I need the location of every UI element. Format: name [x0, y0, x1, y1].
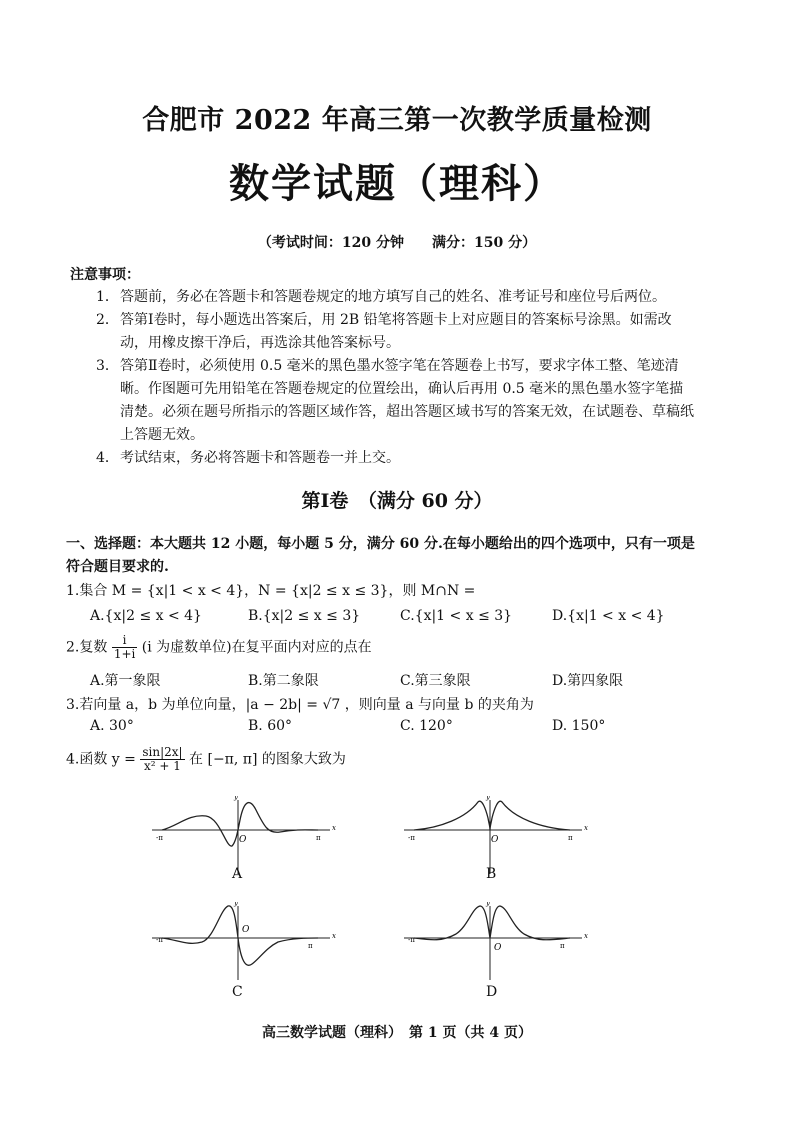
- q1-option-d: D.{x|1 < x < 4}: [552, 608, 665, 624]
- y-label: y: [234, 902, 238, 907]
- q4-numerator: sin|2x|: [142, 745, 183, 759]
- q4-graph-b-label: B: [486, 866, 497, 882]
- q3-option-b: B. 60°: [248, 718, 293, 734]
- q1-option-c: C.{x|1 < x ≤ 3}: [400, 608, 513, 624]
- q1-option-a: A.{x|2 ≤ x < 4}: [90, 608, 202, 624]
- origin-label: O: [239, 835, 247, 845]
- q2-numerator: i: [112, 634, 138, 648]
- q2-prefix: 2.复数: [66, 639, 108, 656]
- q2-option-d: D.第四象限: [552, 673, 624, 689]
- q4-graph-d: [400, 902, 590, 982]
- y-label: y: [486, 902, 490, 907]
- notice-item-3: [96, 355, 696, 447]
- exam-title: 合肥市 2022 年高三第一次教学质量检测: [142, 105, 652, 136]
- y-label: y: [234, 796, 238, 801]
- origin-label: O: [491, 835, 499, 845]
- notice-number: 2．: [96, 312, 119, 328]
- q2-option-a: A.第一象限: [90, 673, 161, 689]
- page-footer: 高三数学试题（理科） 第 1 页（共 4 页）: [262, 1025, 532, 1041]
- q4-fraction: [140, 746, 184, 773]
- q4-graph-a: [148, 796, 338, 876]
- pi-label: π: [308, 942, 313, 950]
- q4-stem: [66, 746, 346, 773]
- q3-stem: 3.若向量 a，b 为单位向量，|a − 2b| = √7 ，则向量 a 与向量 b 的夹角为: [66, 697, 534, 713]
- pi-label: π: [568, 834, 573, 842]
- neg-pi-label: -π: [156, 936, 163, 944]
- y-label: y: [486, 796, 490, 801]
- q1-stem: 1.集合 M = {x|1 < x < 4}，N = {x|2 ≤ x ≤ 3}，则 M∩N =: [66, 583, 476, 599]
- x-label: x: [584, 932, 588, 940]
- q3-option-d: D. 150°: [552, 718, 606, 734]
- x-label: x: [332, 932, 336, 940]
- neg-pi-label: -π: [408, 936, 415, 944]
- notice-number: 1．: [96, 289, 119, 305]
- notice-item-2: [96, 309, 696, 355]
- curve-c: [162, 906, 318, 965]
- part1-heading: 一、选择题：本大题共 12 小题，每小题 5 分，满分 60 分.在每小题给出的四个选项中，只有一项是符合题目要求的.: [66, 536, 695, 575]
- q2-suffix: (i 为虚数单位)在复平面内对应的点在: [141, 639, 372, 656]
- origin-label: O: [494, 943, 502, 953]
- q4-graph-c: [148, 902, 338, 982]
- notice-text: 答题前，务必在答题卡和答题卷规定的地方填写自己的姓名、准考证号和座位号后两位。: [120, 289, 666, 305]
- q4-denominator: x² + 1: [144, 759, 181, 773]
- section-heading: 第Ⅰ卷 （满分 60 分）: [301, 490, 493, 512]
- neg-pi-label: -π: [408, 834, 415, 842]
- neg-pi-label: -π: [156, 834, 163, 842]
- subject-title: 数学试题（理科）: [229, 160, 565, 207]
- q4-graph-b: [400, 796, 590, 876]
- notice-item-4: [96, 447, 696, 470]
- notice-number: 4．: [96, 450, 119, 466]
- notice-text: 考试结束，务必将答题卡和答题卷一并上交。: [120, 450, 400, 466]
- q2-option-b: B.第二象限: [248, 673, 319, 689]
- q3-option-c: C. 120°: [400, 718, 453, 734]
- q1-option-b: B.{x|2 ≤ x ≤ 3}: [248, 608, 361, 624]
- notice-heading: 注意事项：: [70, 267, 140, 283]
- q4-suffix: 在 [−π, π] 的图象大致为: [189, 751, 346, 768]
- q4-graph-c-label: C: [232, 984, 243, 1000]
- x-label: x: [584, 824, 588, 832]
- q2-denominator: 1+i: [113, 647, 136, 661]
- curve-d: [414, 906, 570, 940]
- notice-item-1: [96, 286, 696, 309]
- q4-graph-d-label: D: [486, 984, 498, 1000]
- notice-number: 3．: [96, 358, 119, 374]
- pi-label: π: [316, 834, 321, 842]
- q4-graph-a-label: A: [232, 866, 243, 882]
- q2-fraction: [112, 634, 138, 661]
- q4-prefix: 4.函数 y =: [66, 751, 136, 768]
- x-label: x: [332, 824, 336, 832]
- notice-text: 答第Ⅰ卷时，每小题选出答案后，用 2B 铅笔将答题卡上对应题目的答案标号涂黑。如需改动，用橡皮擦干净后，再选涂其他答案标号。: [120, 312, 672, 351]
- pi-label: π: [560, 942, 565, 950]
- curve-b: [414, 801, 570, 830]
- notice-text: 答第Ⅱ卷时，必须使用 0.5 毫米的黑色墨水签字笔在答题卷上书写，要求字体工整、笔迹清晰。作图题可先用铅笔在答题卷规定的位置绘出，确认后再用 0.5 毫米的黑色墨水签字笔描清楚。必须在题号所指示的答题区域作答，超出答题区域书写的答案无效，在试题卷、草稿纸上答题无效。: [120, 358, 694, 443]
- origin-label: O: [242, 925, 250, 935]
- q2-stem: [66, 634, 372, 661]
- q2-option-c: C.第三象限: [400, 673, 471, 689]
- q3-option-a: A. 30°: [90, 718, 134, 734]
- time-info: （考试时间：120 分钟 满分：150 分）: [257, 235, 537, 251]
